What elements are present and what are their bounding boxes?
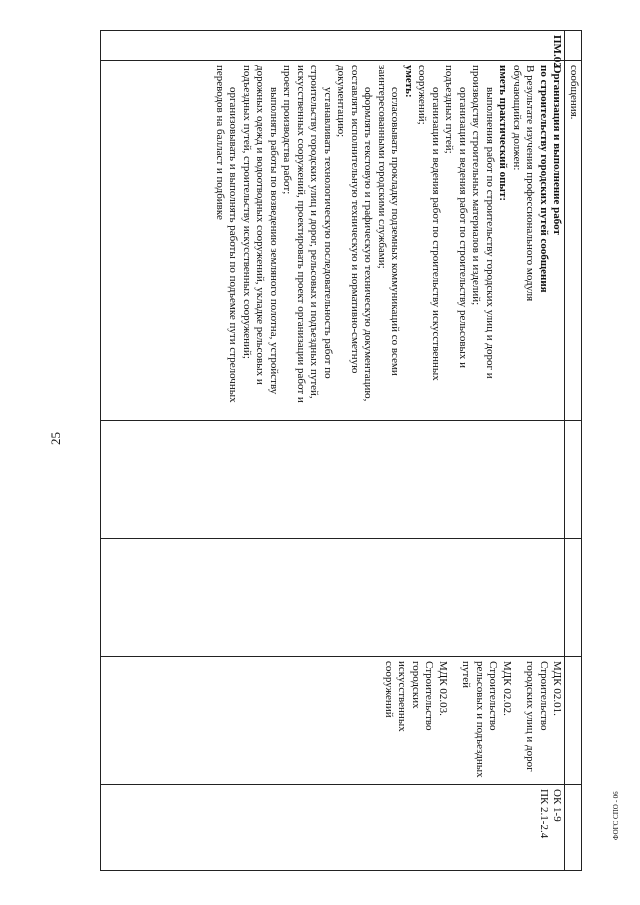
- page-number: 25: [48, 432, 63, 445]
- skills-heading: уметь:: [403, 65, 415, 98]
- mdk-name: Строительство городских улиц и дорог: [524, 661, 550, 772]
- competences-cell: [101, 785, 566, 871]
- experience-item: выполнения работ по строительству городских улиц и дорог и производству строительных материалов и изделий;: [470, 65, 496, 379]
- module-code: ПМ.02: [101, 31, 566, 61]
- skills-item: согласовывать прокладку подземных коммуникаций со всеми заинтересованными городскими службами;: [376, 65, 402, 376]
- mdk-code: МДК 02.02.: [501, 661, 513, 716]
- cell-empty: [565, 657, 582, 785]
- mdk-name: Строительство городских искусственных сооружений: [383, 661, 436, 732]
- skills-item: организовывать и выполнять работы по подъемке пути стрелочных переводов на балласт и подбивке: [214, 65, 240, 403]
- module-title-line2: по строительству городских путей сообщения: [538, 65, 550, 293]
- mdk-code: МДК 02.03.: [437, 661, 449, 716]
- skills-item: выполнять работы по возведению земляного полотна, устройству дорожных одежд и водоотводных сооружений, укладке рельсовых и подъездных путей, строительству искусственных сооружений;: [241, 65, 280, 395]
- mdk-code: МДК 02.01.: [551, 661, 564, 716]
- skills-item: устанавливать технологическую последовательность работ по строительству городских улиц и дорог, рельсовых и подъездных путей, искусственных сооружений, проектировать проект организации работ и проект производства работ;: [281, 65, 334, 403]
- cell-code-empty: [565, 31, 582, 61]
- footer-code: ФОГС СПО - 06: [612, 791, 620, 840]
- module-content-cell: [101, 61, 566, 421]
- cell-empty: [565, 421, 582, 539]
- intro-line2: обучающийся должен:: [511, 65, 523, 171]
- cell-empty: [565, 785, 582, 871]
- intro-line1: В результате изучения профессионального модуля: [524, 65, 537, 302]
- experience-item: организации и ведения работ по строительству искусственных сооружений;: [416, 65, 442, 381]
- curriculum-table-rotated: [100, 30, 582, 870]
- experience-item: организации и ведения работ по строительству рельсовых и подъездных путей;: [443, 65, 469, 369]
- table-row-continuation: [565, 31, 582, 871]
- curriculum-table: [100, 30, 582, 871]
- table-row-pm02: [101, 31, 566, 871]
- experience-heading: иметь практический опыт:: [497, 65, 510, 202]
- competence-ok: ОК 1-9: [551, 789, 564, 822]
- module-title-line1: Организация и выполнение работ: [551, 65, 564, 235]
- competence-pk: ПК 2.1-2.4: [538, 789, 550, 839]
- skills-item: оформлять текстовую и графическую техническую документацию, составлять исполнительную техническую и нормативно-сметную документацию;: [335, 65, 375, 402]
- mdk-name: Строительство рельсовых и подъездных путей: [460, 661, 500, 778]
- hours-cell-empty: [101, 539, 566, 657]
- hours-cell-empty: [101, 421, 566, 539]
- cell-empty: [565, 539, 582, 657]
- mdk-cell: [101, 657, 566, 785]
- cell-continuation-text: сообщения.: [565, 61, 582, 421]
